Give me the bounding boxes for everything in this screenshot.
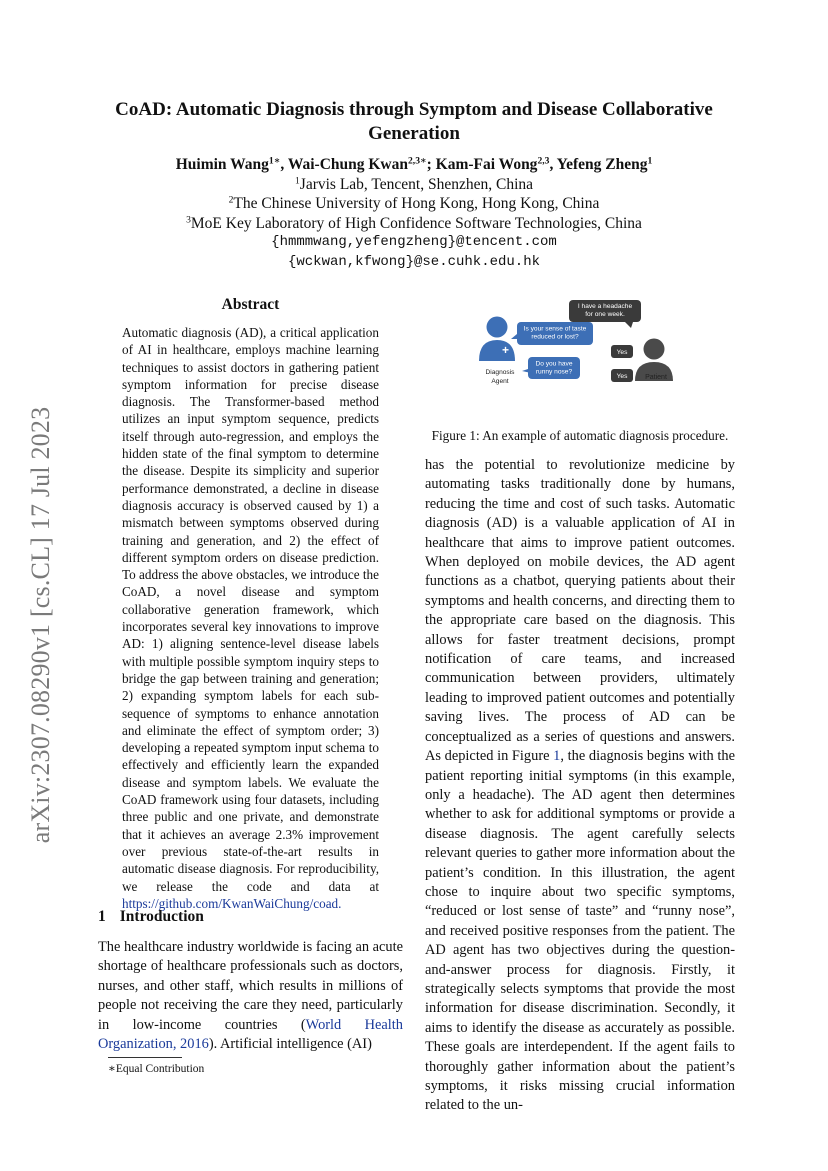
abstract-body (122, 324, 379, 912)
patient-label: Patient (645, 374, 667, 381)
patient-bubble-tail (625, 322, 633, 328)
section-title: Introduction (119, 908, 204, 925)
citation-link[interactable]: World Health Organization, 2016 (98, 1016, 403, 1053)
intro-paragraph (98, 938, 403, 1054)
author-mark: 1 (647, 155, 653, 167)
section-heading-introduction (98, 908, 204, 926)
affiliation (80, 214, 748, 234)
affiliation (80, 175, 748, 195)
affiliation-mark: 2 (228, 194, 234, 206)
paper-title: CoAD: Automatic Diagnosis through Symptom and Disease Collaborative Generation (115, 99, 713, 144)
author-mark: 2,3 (537, 155, 550, 167)
agent-label: Diagnosis Agent (485, 369, 515, 385)
email-tencent: {hmmmwang,yefengzheng}@tencent.com (271, 234, 557, 250)
arxiv-stamp (16, 375, 66, 875)
figure-caption: Figure 1: An example of automatic diagnosis procedure. (431, 428, 729, 443)
yes-bubble-1-text: Yes (616, 349, 628, 356)
affiliation-mark: 1 (294, 175, 300, 187)
affiliation-text: MoE Key Laboratory of High Confidence Software Technologies, China (190, 214, 642, 232)
agent-plus-icon: + (502, 343, 510, 357)
yes-bubble-2-text: Yes (616, 373, 628, 380)
section-number: 1 (98, 908, 106, 925)
agent-head (487, 317, 508, 338)
patient-head (644, 339, 665, 360)
footnote: ∗Equal Contribution (108, 1063, 205, 1075)
author-mark: 1∗ (268, 155, 281, 167)
author-name: Yefeng Zheng (556, 156, 648, 173)
affiliation (80, 194, 748, 214)
agent-body (479, 340, 515, 361)
right-text: has the potential to revolutionize medicine by automating tasks traditionally done by humans, reducing the time and cost of such tasks. Automatic diagnosis (AD) is a valuable application of AI in healthcare that aims to improve patient outcomes. When deployed on mobile devices, the AD agent functions as a chatbot, querying patients about their symptoms and health concerns, and directing them to the appropriate care based on the diagnosis. This allows for faster treatment decisions, prompt notification of care teams, and increased communication between providers, ultimately leading to improved patient outcomes and potentially saving lives. The process of AD can be conceptualized as a series of questions and answers. As depicted in Figure (425, 457, 735, 765)
affiliation-mark: 3 (186, 214, 191, 226)
patient-bubble-text: I have a headache for one week. (577, 303, 633, 318)
question-bubble-1-text: Is your sense of taste reduced or lost? (523, 325, 587, 341)
intro-text: The healthcare industry worldwide is facing an acute shortage of healthcare professionals such as doctors, nurses, and other staff, which results in millions of people not receiving the care they need, particularly in low-income countries ( (98, 939, 403, 1033)
right-text-tail: , the diagnosis begins with the patient reporting initial symptoms (in this example, only a headache). The AD agent then determines whether to ask for additional symptoms or provide a disease diagnosis. The agent carefully selects relevant queries to gather more information about the patient’s condition. In this illustration, the agent chose to inquire about two specific symptoms, “reduced or lost sense of taste” and “runny nose”, and received positive responses from the patient. The AD agent has two objectives during the question-and-answer process for diagnosis. Firstly, it strategically selects symptoms that provide the most information for disease discrimination. Secondly, it aims to identify the disease as accurately as possible. These goals are interdependent. If the agent fails to thoroughly gather information about the patient’s symptoms, it risks missing crucial information related to the un- (425, 748, 735, 1114)
author-block (80, 155, 748, 272)
arxiv-id: arXiv:2307.08290v1 [cs.CL] 17 Jul 2023 (26, 406, 55, 844)
author-name: Wai-Chung Kwan (287, 156, 408, 173)
figure-ref-link[interactable]: 1 (553, 748, 561, 765)
footnote-rule (108, 1057, 182, 1058)
author-list: Huimin Wang$^{1∗}$, Wai-Chung Kwan$^{2,3∗}$; Kam-Fai Wong$^{2,3}$, Yefeng Zheng$^1$ (175, 155, 653, 173)
author-name: Kam-Fai Wong (435, 156, 538, 173)
author-mark: 2,3∗ (408, 155, 427, 167)
author-name: Huimin Wang (175, 156, 269, 173)
code-link[interactable]: https://github.com/KwanWaiChung/coad. (122, 895, 342, 911)
affiliation-text: Jarvis Lab, Tencent, Shenzhen, China (299, 175, 534, 193)
abstract-text: Automatic diagnosis (AD), a critical application of AI in healthcare, employs machine learning techniques to assist doctors in gathering patient symptom information for precise disease diagnosis. The Transformer-based method utilizes an input symptom sequence, predicts itself through auto-regression, and employs the hidden state of the final symptom to determine the disease. Despite its simplicity and superior performance demonstrated, a decline in disease diagnosis accuracy is observed caused by 1) a mismatch between symptoms observed during training and generation, and 2) the effect of different symptom orders on disease prediction. To address the above obstacles, we introduce the CoAD, a novel disease and symptom collaborative generation framework, which incorporates several key innovations to improve AD: 1) aligning sentence-level disease labels with multiple possible symptom inquiry steps to bridge the gap between training and generation; 2) expanding symptom labels for each sub-sequence of symptoms to enhance annotation and eliminate the effect of symptom order; 3) developing a repeated symptom input schema to effectively and efficiently learn the expanded disease and symptom labels. We evaluate the CoAD framework using four datasets, including three public and one private, and demonstrate that it achieves an average 2.3% improvement over previous state-of-the-art results in automatic disease diagnosis. For reproducibility, we release the code and data at (122, 325, 379, 894)
email-cuhk: {wckwan,kfwong}@se.cuhk.edu.hk (287, 253, 541, 270)
abstract-heading: Abstract (221, 296, 280, 313)
intro-text-tail: ). Artificial intelligence (AI) (208, 1036, 372, 1053)
figure-diagram (475, 297, 705, 397)
question-bubble-2-text: Do you have runny nose? (535, 360, 573, 376)
intro-paragraph-right (425, 456, 735, 1116)
affiliation-text: The Chinese University of Hong Kong, Hong Kong, China (233, 195, 600, 212)
